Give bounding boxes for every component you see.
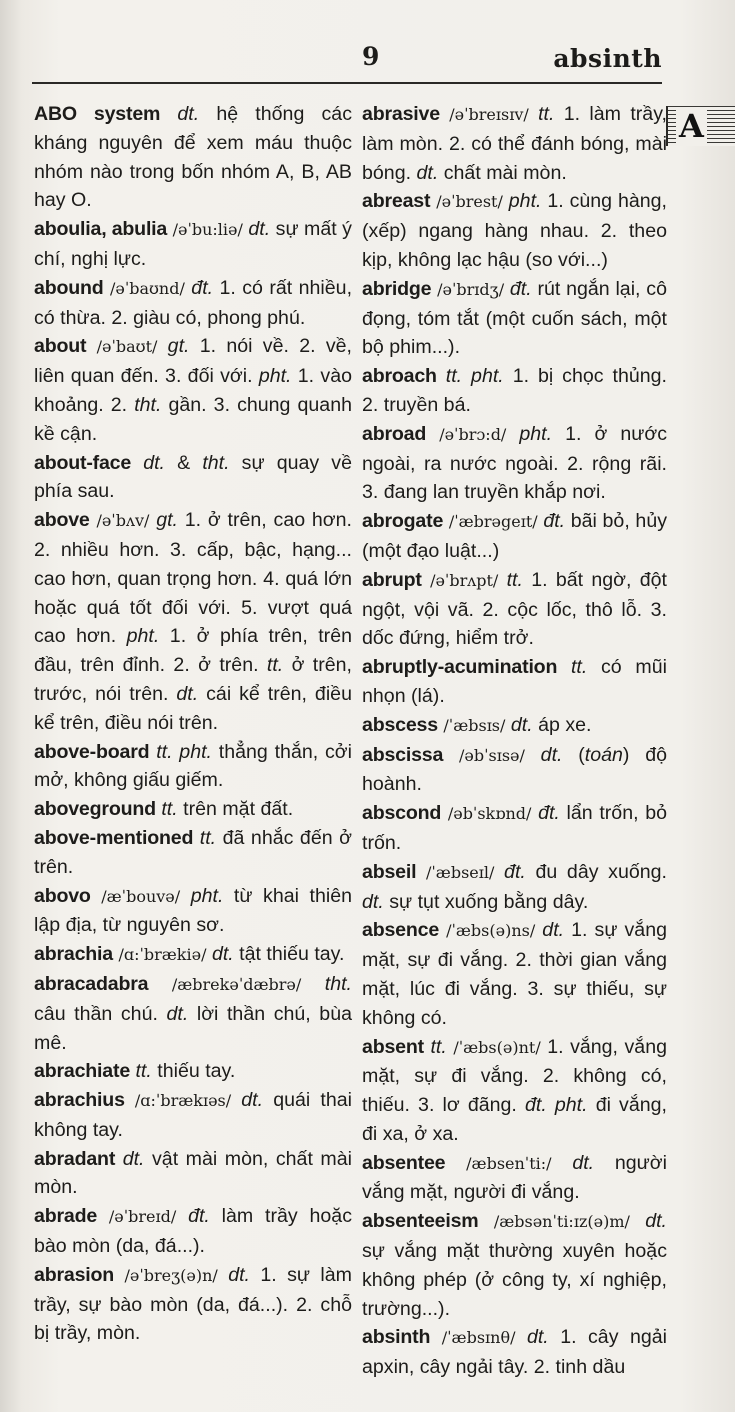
dictionary-entry (34, 100, 352, 215)
entry-headword: absentee (362, 1151, 446, 1174)
running-head: absinth (553, 44, 662, 73)
entry-pronunciation: /æˈbouvə/ (101, 886, 181, 906)
entry-grammar-label: pht. (190, 884, 224, 907)
dictionary-entry (34, 1057, 352, 1086)
entry-grammar-label: tt. (199, 826, 217, 849)
entry-headword: abrupt (362, 568, 422, 591)
entry-definition: gần. 3. chung quanh kề cận. (34, 393, 352, 445)
entry-headword: abseil (362, 860, 417, 883)
dictionary-entry (362, 362, 667, 420)
entry-pronunciation: /əˈbaʊt/ (96, 337, 158, 357)
dictionary-entry (362, 1149, 667, 1208)
entry-grammar-label: dt. (540, 743, 563, 766)
entry-pronunciation: /æbrekəˈdæbrə/ (171, 974, 302, 994)
entry-definition: 1. sự vắng mặt, sự đi vắng. 2. thời gian vắng mặt, lúc đi vắng. 3. sự thiếu, sự không có. (362, 919, 667, 1029)
dictionary-entry (362, 711, 667, 741)
entry-definition: 1. ở phía trên, trên đầu, trên đỉnh. 2. ở trên. (34, 625, 352, 677)
entry-definition: đi vắng, đi xa, ở xa. (362, 1094, 667, 1145)
entry-headword: abrasion (34, 1263, 115, 1286)
entry-grammar-label: dt. (362, 890, 384, 913)
entry-pronunciation: /əˈbrest/ (436, 192, 503, 212)
entry-grammar-label: tt. pht. (156, 740, 212, 763)
entry-definition: rút ngắn lại, cô đọng, tóm tắt (một cuốn sách, một bộ phim...). (362, 277, 667, 359)
dictionary-entry (34, 274, 352, 333)
entry-pronunciation: /ˈæbs(ə)nt/ (453, 1037, 541, 1057)
entry-headword: abovo (34, 884, 91, 907)
dictionary-entry (362, 100, 667, 187)
entry-pronunciation: /əˈbreɪsɪv/ (449, 105, 529, 124)
entry-headword: abroad (362, 422, 427, 445)
entry-definition: 1. ở nước ngoài, ra nước ngoài. 2. rộng rãi. 3. đang lan truyền khắp nơi. (362, 422, 668, 504)
dictionary-entry (34, 738, 352, 796)
entry-definition: người vắng mặt, người đi vắng. (362, 1151, 667, 1204)
dictionary-entry (34, 449, 352, 507)
thumb-index-letter: A (676, 107, 707, 145)
entry-headword: aboulia, abulia (34, 218, 168, 241)
entry-pronunciation: /ˈæbsɪnθ/ (441, 1328, 516, 1348)
entry-headword: absent (362, 1035, 424, 1058)
entry-pronunciation: /ˈæbseɪl/ (426, 862, 495, 882)
entry-headword: abrachius (34, 1089, 125, 1112)
dictionary-entry (34, 824, 352, 882)
entry-definition: lời thần chú, bùa mê. (34, 1002, 352, 1054)
dictionary-entry (34, 215, 352, 274)
entry-grammar-label: dt. (211, 943, 234, 966)
entry-definition: ( (562, 743, 585, 766)
entry-grammar-label: toán (584, 743, 623, 766)
entry-grammar-label: tt. (135, 1060, 152, 1083)
dictionary-entry (34, 506, 352, 737)
entry-definition: ở trên, trước, nói trên. (34, 654, 352, 705)
entry-headword: abrachia (34, 943, 113, 966)
entry-headword: about-face (34, 451, 132, 474)
entry-grammar-label: dt. (526, 1326, 549, 1349)
entry-headword: aboveground (34, 798, 156, 821)
entry-definition: quái thai không tay. (34, 1089, 352, 1141)
entry-definition: 1. làm trầy, làm mòn. 2. có thể đánh bóng, mài bóng. (362, 103, 667, 184)
entry-grammar-label: đt. (509, 277, 532, 300)
entry-pronunciation: /əˈbaʊnd/ (109, 278, 185, 298)
entry-pronunciation: /ɑ:ˈbrækɪəs/ (134, 1091, 232, 1111)
entry-pronunciation: /ˈæbsɪs/ (443, 715, 506, 735)
dictionary-entry (362, 1033, 667, 1149)
entry-definition: lẩn trốn, bỏ trốn. (362, 802, 667, 854)
entry-headword: abrasive (362, 103, 440, 125)
entry-grammar-label: gt. (156, 509, 178, 532)
entry-definition: áp xe. (532, 713, 592, 736)
dictionary-entry (362, 420, 667, 507)
entry-headword: abroach (362, 365, 437, 388)
entry-grammar-label: dt. (228, 1263, 250, 1286)
dictionary-entry (34, 882, 352, 941)
entry-definition: câu thần chú. (34, 1002, 167, 1025)
entry-definition: bãi bỏ, hủy (một đạo luật...) (362, 510, 668, 562)
entry-grammar-label: dt. (542, 919, 565, 942)
dictionary-entry (34, 1145, 352, 1203)
entry-definition: 1. vắng, vắng mặt, sự đi vắng. 2. không có, thiếu. 3. lơ đãng. (362, 1035, 667, 1117)
entry-grammar-label: đt. pht. (524, 1094, 588, 1117)
entry-definition: 1. sự làm trầy, sự bào mòn (da, đá...). 2. chỗ bị trầy, mòn. (34, 1263, 352, 1345)
dictionary-entry (362, 858, 667, 917)
entry-grammar-label: dt. (248, 218, 271, 241)
entry-grammar-label: đt. (543, 510, 566, 533)
entry-grammar-label: dt. (166, 1002, 189, 1025)
entry-grammar-label: đt. (504, 860, 526, 883)
entry-grammar-label: dt. (143, 451, 165, 474)
entry-headword: abscissa (362, 743, 444, 766)
entry-pronunciation: /əˈbreʒ(ə)n/ (124, 1265, 218, 1285)
entry-headword: above-mentioned (34, 826, 194, 849)
entry-definition: có mũi nhọn (lá). (362, 656, 667, 707)
entry-grammar-label: dt. (416, 161, 439, 184)
entry-grammar-label: đt. (188, 1205, 210, 1228)
entry-definition: sự vắng mặt thường xuyên hoặc không phép (ở công ty, xí nghiệp, trường...). (362, 1240, 667, 1320)
entry-definition: ) độ hoành. (362, 743, 667, 796)
entry-headword: above (34, 509, 90, 532)
entry-headword: abrade (34, 1205, 98, 1228)
dictionary-entry (362, 1323, 667, 1382)
entry-grammar-label: pht. (126, 625, 160, 648)
entry-definition: 1. bất ngờ, đột ngột, vội vã. 2. cộc lốc, thô lỗ. 3. dốc đứng, hiểm trở. (362, 568, 667, 650)
entry-definition: sự quay về phía sau. (34, 451, 352, 503)
entry-pronunciation: /əbˈskɒnd/ (447, 804, 532, 824)
entry-definition: làm trầy hoặc bào mòn (da, đá...). (34, 1205, 352, 1258)
dictionary-entry (34, 940, 352, 970)
entry-grammar-label: dt. (177, 103, 200, 125)
entry-grammar-label: tt. (430, 1035, 447, 1058)
entry-definition: 1. nói về. 2. về, liên quan đến. 3. đối với. (34, 335, 352, 388)
entry-headword: abrachiate (34, 1060, 131, 1083)
entry-headword: abradant (34, 1147, 116, 1170)
entry-pronunciation: /əˈbrʌpt/ (430, 570, 499, 590)
entry-grammar-label: tht. (134, 393, 162, 416)
entry-grammar-label: dt. (510, 713, 533, 736)
entry-headword: above-board (34, 740, 150, 763)
entry-definition: 1. vào khoảng. 2. (34, 365, 352, 416)
left-column (34, 100, 352, 1348)
entry-definition: 1. cây ngải apxin, cây ngải tây. 2. tinh dầu (362, 1326, 667, 1379)
dictionary-entry (34, 1086, 352, 1145)
entry-headword: abruptly-acumination (362, 656, 558, 679)
entry-grammar-label: pht. (258, 365, 292, 388)
entry-definition: 1. ở trên, cao hơn. 2. nhiều hơn. 3. cấp, bậc, hạng... cao hơn, quan trọng hơn. 4. quá lớn hoặc quá tốt đối với. 5. vượt quá cao hơn. (34, 509, 353, 648)
dictionary-entry (34, 332, 352, 448)
entry-definition: sự mất ý chí, nghị lực. (34, 218, 352, 270)
entry-definition: 1. cùng hàng, (xếp) ngang hàng nhau. 2. theo kịp, không lạc hậu (so với...) (362, 190, 668, 271)
entry-pronunciation: /æbsenˈti:/ (466, 1153, 552, 1173)
entry-definition: & (165, 451, 203, 474)
entry-grammar-label: dt. (176, 682, 199, 705)
entry-definition: vật mài mòn, chất mài mòn. (34, 1147, 352, 1199)
entry-headword: abscond (362, 802, 442, 825)
right-column (362, 100, 667, 1382)
dictionary-entry (362, 507, 667, 566)
page-number: 9 (362, 42, 380, 71)
dictionary-entry (362, 741, 667, 800)
entry-definition: tật thiếu tay. (233, 943, 345, 966)
entry-grammar-label: tt. pht. (445, 365, 504, 388)
entry-headword: absinth (362, 1326, 431, 1349)
dictionary-entry (362, 799, 667, 858)
dictionary-entry (34, 1261, 352, 1348)
entry-grammar-label: dt. (122, 1147, 145, 1170)
entry-headword: abracadabra (34, 972, 149, 995)
entry-headword: absence (362, 919, 440, 942)
dictionary-entry (362, 566, 667, 653)
entry-grammar-label: dt. (241, 1089, 264, 1112)
entry-definition: đu dây xuống. (525, 860, 667, 883)
entry-pronunciation: /əˈbʌv/ (96, 511, 150, 531)
entry-definition: từ khai thiên lập địa, từ nguyên sơ. (34, 884, 352, 937)
entry-definition: sự tụt xuống bằng dây. (383, 890, 589, 913)
entry-grammar-label: tht. (324, 972, 352, 995)
entry-definition: 1. có rất nhiều, có thừa. 2. giàu có, phong phú. (34, 276, 353, 329)
entry-pronunciation: /əˈbrɔ:d/ (439, 424, 507, 444)
entry-definition: đã nhắc đến ở trên. (34, 826, 352, 878)
entry-grammar-label: tt. (161, 798, 178, 821)
entry-grammar-label: pht. (508, 190, 542, 213)
entry-definition: chất mài mòn. (438, 161, 567, 184)
dictionary-entry (34, 1202, 352, 1261)
entry-pronunciation: /əbˈsɪsə/ (458, 745, 525, 765)
entry-headword: ABO system (34, 103, 161, 125)
entry-grammar-label: dt. (572, 1151, 595, 1174)
entry-headword: abound (34, 276, 104, 299)
page-header (32, 40, 662, 84)
entry-headword: absenteeism (362, 1210, 479, 1233)
entry-headword: abrogate (362, 510, 444, 533)
entry-definition: trên mặt đất. (177, 798, 294, 821)
entry-headword: abridge (362, 277, 432, 300)
entry-grammar-label: tt. (506, 568, 523, 591)
entry-definition: hệ thống các kháng nguyên để xem máu thuộc nhóm nào trong bốn nhóm A, B, AB hay O. (34, 103, 352, 212)
entry-headword: abscess (362, 713, 438, 736)
thumb-index-tab (666, 106, 735, 146)
entry-grammar-label: đt. (538, 802, 560, 825)
entry-pronunciation: /ˈæbrəgeɪt/ (448, 512, 538, 532)
dictionary-entry (362, 653, 667, 711)
dictionary-entry (362, 187, 667, 274)
dictionary-entry (362, 275, 667, 362)
entry-grammar-label: tht. (202, 451, 230, 474)
entry-pronunciation: /ˈæbs(ə)ns/ (446, 921, 536, 941)
entry-grammar-label: tt. (266, 654, 284, 677)
entry-definition: cái kể trên, điều kể trên, điều nói trên. (34, 682, 352, 734)
entry-pronunciation: /æbsənˈti:ɪz(ə)m/ (493, 1212, 630, 1232)
entry-grammar-label: pht. (519, 422, 553, 445)
entry-grammar-label: tt. (538, 103, 555, 125)
entry-definition: 1. bị chọc thủng. 2. truyền bá. (362, 365, 667, 416)
dictionary-entry (34, 970, 352, 1057)
entry-definition: thiếu tay. (151, 1060, 236, 1083)
entry-definition: thẳng thắn, cởi mở, không giấu giếm. (34, 740, 352, 792)
entry-grammar-label: gt. (167, 335, 190, 358)
dictionary-entry (34, 795, 352, 824)
entry-headword: about (34, 335, 87, 358)
entry-grammar-label: dt. (645, 1210, 667, 1233)
entry-pronunciation: /əˈbreɪd/ (108, 1207, 177, 1227)
entry-headword: abreast (362, 190, 431, 213)
dictionary-entry (362, 916, 667, 1032)
entry-grammar-label: đt. (191, 276, 214, 299)
dictionary-entry (362, 1207, 667, 1323)
entry-pronunciation: /ɑ:ˈbrækiə/ (118, 945, 207, 965)
entry-pronunciation: /əˈbrɪdʒ/ (437, 279, 505, 299)
entry-pronunciation: /əˈbu:liə/ (172, 220, 243, 240)
entry-grammar-label: tt. (570, 656, 588, 679)
